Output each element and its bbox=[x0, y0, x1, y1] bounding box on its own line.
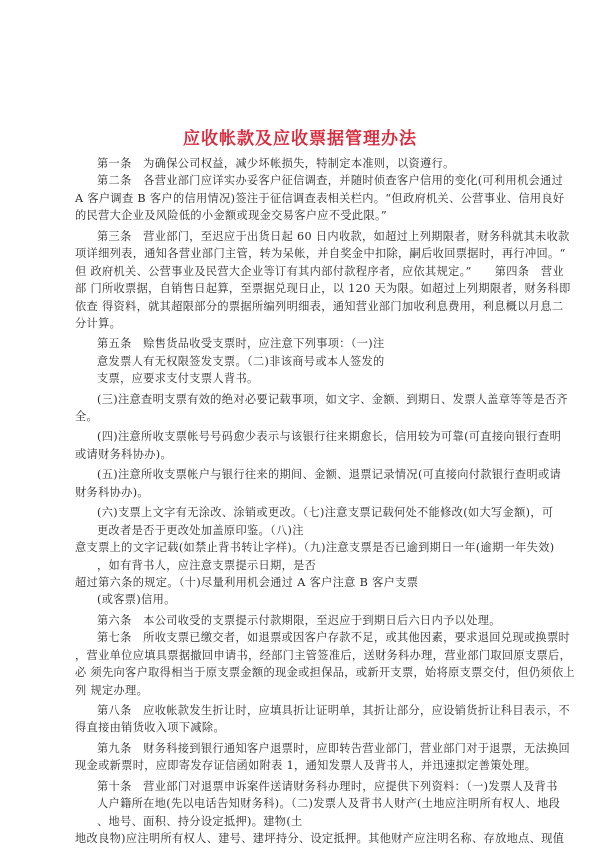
document-line: 依查 得资料，就其超限部分的票据所编列明细表，通知营业部门加收利息费用，利息概以月息二 bbox=[75, 300, 564, 313]
document-line: (五)注意所收支票帐户与银行往来的期间、金额、退票记录情况(可直接向付款银行查明或请 bbox=[97, 468, 562, 481]
document-line: 支票，应要求支付支票人背书。 bbox=[97, 372, 259, 385]
document-line: 分计算。 bbox=[75, 317, 122, 330]
document-line: 第九条 财务科接到银行通知客户退票时，应即转告营业部门，营业部门对于退票，无法换回 bbox=[97, 742, 571, 755]
document-line: 第七条 所收支票已缴交者，如退票或因客户存款不足，或其他因素，要求退回兑现或换票时 bbox=[97, 631, 571, 644]
document-line: 但 政府机关、公营事业及民营大企业等订有其内部付款程序者，应依其规定。” 第四条 营业 bbox=[75, 265, 564, 278]
document-title: 应收帐款及应收票据管理办法 bbox=[183, 129, 417, 149]
document-line: 意发票人有无权限签发支票。（二)非该商号或本人签发的 bbox=[97, 355, 385, 368]
document-line: 第六条 本公司收受的支票提示付款期限，至迟应于到期日后六日内予以处理。 bbox=[97, 614, 501, 627]
document-line: 第三条 营业部门，至迟应于出货日起 60 日内收款，如超过上列期限者，财务科就其未收款 bbox=[97, 230, 570, 243]
document-line: 必 须先向客户取得相当于原支票金额的现金或担保品，或新开支票，始将原支票交付，但仍须依上 bbox=[75, 666, 576, 679]
document-line: 列 规定办理。 bbox=[75, 684, 149, 697]
document-line: (六)支票上文字有无涂改、涂销或更改。（七)注意支票记载何处不能修改(如大写金额)，可 bbox=[97, 506, 554, 519]
document-line: 得直接由销货收入项下减除。 bbox=[75, 721, 225, 734]
document-line: 项详细列表，通知各营业部门主管，转为呆帐，并自奖金中扣除，嗣后收回票据时，再行冲回。“ bbox=[75, 247, 566, 260]
document-line: ，如有背书人，应注意支票提示日期，是否 bbox=[97, 559, 317, 572]
document-line: 、地号、面积、持分设定抵押)。建物(土 bbox=[97, 815, 303, 828]
document-line: 第八条 应收帐款发生折让时，应填具折让证明单，其折让部分，应设销货折让科目表示，不 bbox=[97, 704, 571, 717]
document-line: 现金或新票时，应即寄发存证信函如附表 1，通知发票人及背书人，并迅速拟定善策处理。 bbox=[75, 759, 537, 772]
document-line: 或请财务科协办)。 bbox=[75, 448, 173, 461]
document-line: 意支票上的文字记载(如禁止背书转让字样)。（九)注意支票是否已逾到期日一年(逾期一年失效) bbox=[75, 541, 555, 554]
document-line: (四)注意所收支票帐号号码愈少表示与该银行往来期愈长，信用较为可靠(可直接向银行查明 bbox=[97, 430, 562, 443]
document-line: (或客票)信用。 bbox=[97, 593, 176, 606]
document-line: 更改者是否于更改处加盖原印鉴。（八)注 bbox=[97, 524, 304, 537]
document-line: 的民营大企业及风险低的小金额或现金交易客户应不受此限。” bbox=[75, 209, 387, 222]
document-line: 第一条 为确保公司权益，减少坏帐损失，特制定本准则，以资遵行。 bbox=[97, 157, 455, 170]
document-line: A 客户调查 B 客户的信用情况)签注于征信调查表相关栏内。“但政府机关、公营事业、信用良好 bbox=[75, 192, 565, 205]
document-line: 全。 bbox=[75, 410, 99, 423]
document-line: 第十条 营业部门对退票申诉案件送请财务科办理时，应提供下列资料：（一)发票人及背书 bbox=[97, 780, 558, 793]
document-line: ，营业单位应填具票据撤回申请书，经部门主管签准后，送财务科办理，营业部门取回原支票后， bbox=[75, 649, 572, 662]
document-line: 部 门所收票据，自销售日起算，至票据兑现日止，以 120 天为限。如超过上列期限者，财务科即 bbox=[75, 282, 571, 295]
document-line: (三)注意查明支票有效的绝对必要记载事项，如文字、金额、到期日、发票人盖章等等是否齐 bbox=[97, 393, 568, 406]
document-line: 人户籍所在地(先以电话告知财务科)。（二)发票人及背书人财产(土地应注明所有权人、地段 bbox=[97, 797, 561, 810]
document-line: 地改良物)应注明所有权人、建号、建坪持分、设定抵押。其他财产应注明名称、存放地点、现值 bbox=[75, 832, 565, 845]
document-line: 财务科协办)。 bbox=[75, 486, 149, 499]
document-line: 第五条 赊售货品收受支票时，应注意下列事项：（一)注 bbox=[97, 337, 385, 350]
document-line: 第二条 各营业部门应详实办妥客户征信调查，并随时侦查客户信用的变化(可利用机会通过 bbox=[97, 174, 564, 187]
document-line: 超过第六条的规定。（十)尽量利用机会通过 A 客户注意 B 客户支票 bbox=[75, 576, 419, 589]
